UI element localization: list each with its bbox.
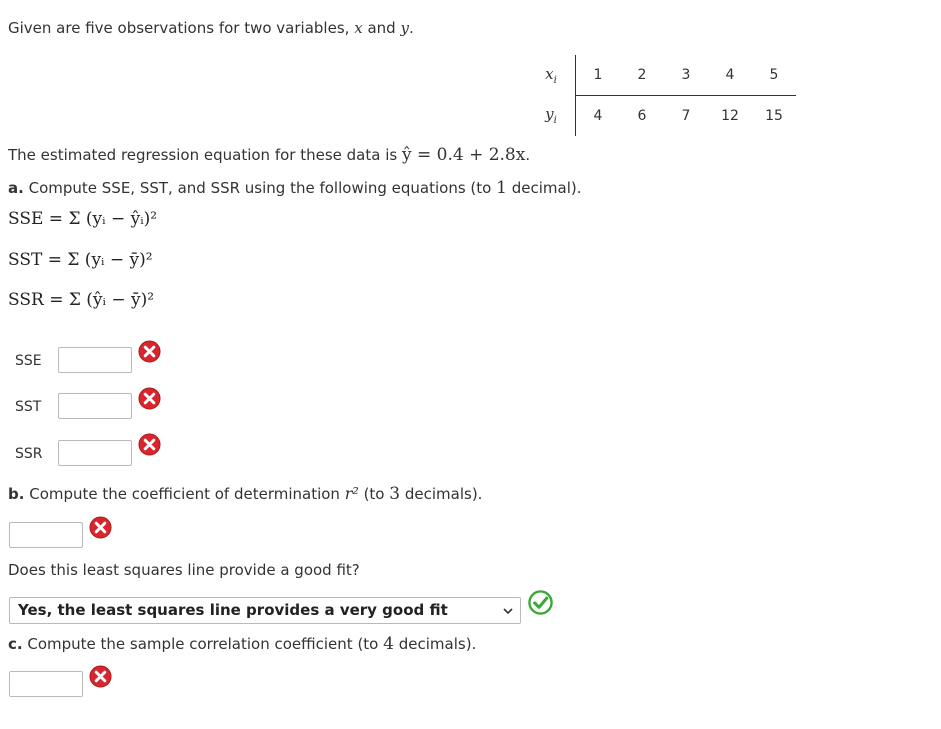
y-value: 4 [593,108,603,124]
r-squared-input[interactable] [9,522,83,548]
x-circle-icon [89,665,112,688]
regression-lead: The estimated regression equation for these data is [8,146,398,164]
x-row [527,55,796,96]
intro-end: . [408,19,414,37]
observations-table [527,55,796,136]
x-circle-icon [89,516,112,539]
part-c-prompt [8,634,476,654]
fit-answer-select[interactable] [9,597,521,624]
var-x: x [354,19,363,37]
part-b-letter: b. [8,485,25,503]
intro-lead: Given are five observations for two variables, [8,19,350,37]
y-header: $y_i$ [527,96,576,137]
x-value: 5 [752,55,796,96]
x-header: $x_i$ [527,55,576,96]
x-circle-icon [138,340,161,363]
ssr-label: SSR [15,446,43,462]
x-value: 2 [620,55,664,96]
r-squared-symbol: r² [344,484,359,503]
sse-input[interactable] [58,347,132,373]
part-b-to: (to [363,485,385,503]
part-c-decimals: 4 [383,634,394,654]
part-b-prompt [8,484,482,504]
x-value: 1 [576,55,621,96]
intro-and: and [367,19,396,37]
y-value: 12 [721,108,739,124]
sst-formula: SST = Σ (yᵢ − ȳ)² [8,250,153,270]
regression-text [8,145,530,165]
check-circle-icon [528,590,553,615]
var-y: y [400,19,409,37]
sst-input[interactable] [58,393,132,419]
sst-label: SST [15,399,42,415]
x-circle-icon [138,387,161,410]
part-b-suffix: decimals). [404,485,483,503]
correlation-input[interactable] [9,671,83,697]
fit-question-text: Does this least squares line provide a good fit? [8,561,360,579]
part-c-text: Compute the sample correlation coefficient (to [27,635,379,653]
chevron-down-icon [502,605,514,617]
part-c-suffix: decimals). [398,635,477,653]
ssr-input[interactable] [58,440,132,466]
part-c-letter: c. [8,635,23,653]
part-b-decimals: 3 [389,484,401,504]
part-a-decimals: 1 [496,178,507,198]
y-value: 6 [637,108,647,124]
y-row [527,96,796,137]
x-circle-icon [138,433,161,456]
x-value: 4 [708,55,752,96]
fit-answer-selected: Yes, the least squares line provides a very good fit [18,601,448,619]
part-a-prompt [8,178,582,198]
ssr-formula: SSR = Σ (ŷᵢ − ȳ)² [8,290,155,310]
y-value: 7 [681,108,691,124]
sse-label: SSE [15,353,42,369]
sse-formula: SSE = Σ (yᵢ − ŷᵢ)² [8,209,158,229]
regression-equation: ŷ = 0.4 + 2.8x [401,145,526,165]
part-b-text: Compute the coefficient of determination [29,485,340,503]
part-a-text: Compute SSE, SST, and SSR using the following equations (to [28,179,492,197]
intro-text [8,19,414,37]
regression-end: . [525,146,531,164]
part-a-suffix: decimal). [511,179,582,197]
x-value: 3 [664,55,708,96]
y-value: 15 [765,108,783,124]
part-a-letter: a. [8,179,24,197]
